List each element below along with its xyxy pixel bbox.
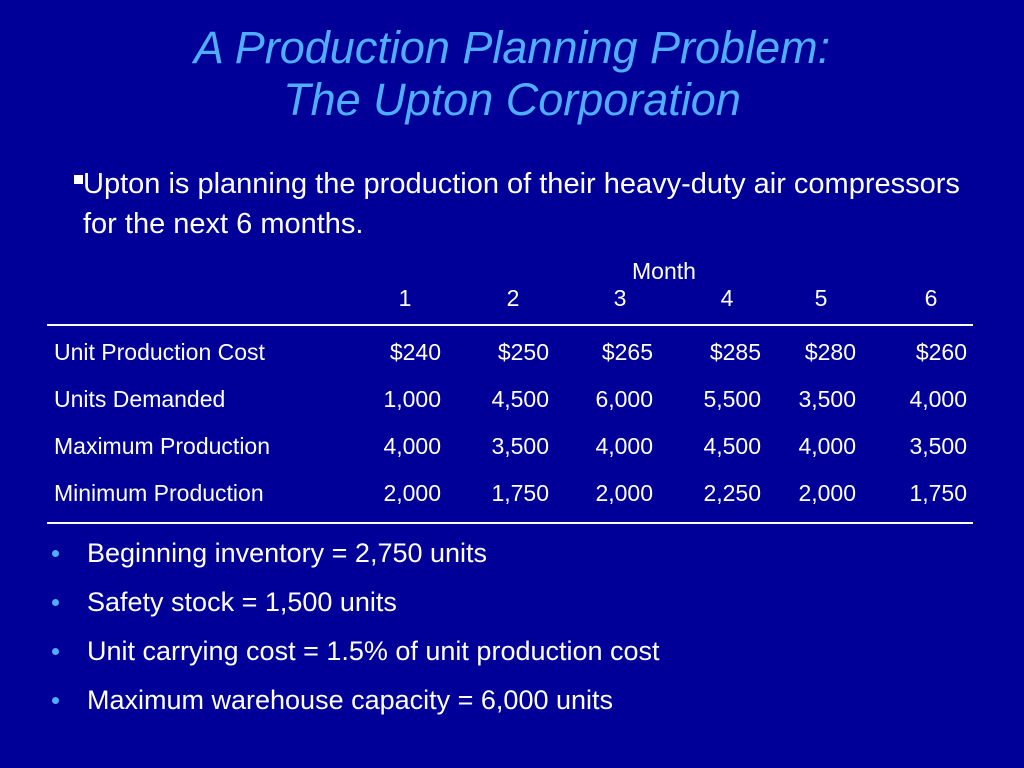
- table-cell: $240: [389, 339, 441, 365]
- title-line-1: A Production Planning Problem:: [193, 22, 831, 73]
- list-item-text: Safety stock = 1,500 units: [87, 587, 397, 617]
- column-header: 3: [613, 285, 627, 311]
- column-header: 5: [814, 285, 828, 311]
- round-bullet-icon: [52, 648, 59, 655]
- row-label: Units Demanded: [54, 386, 226, 412]
- table-row: [47, 377, 973, 424]
- table-body: [47, 326, 973, 522]
- table-cell: 3,500: [491, 433, 549, 459]
- table-row: [47, 471, 973, 518]
- month-header: Month: [632, 258, 696, 284]
- row-label: Unit Production Cost: [54, 339, 265, 365]
- table-cell: 3,500: [798, 386, 856, 412]
- column-header: 1: [398, 285, 412, 311]
- slide-title: [0, 22, 1024, 126]
- table-cell: $285: [709, 339, 761, 365]
- round-bullet-icon: [52, 550, 59, 557]
- table-cell: 2,250: [703, 480, 761, 506]
- column-header: 6: [924, 285, 938, 311]
- round-bullet-icon: [52, 599, 59, 606]
- column-header: 2: [506, 285, 520, 311]
- table-cell: $265: [601, 339, 653, 365]
- table-cell: 2,000: [798, 480, 856, 506]
- table-cell: 5,500: [703, 386, 761, 412]
- list-item: [48, 582, 988, 631]
- table-cell: 1,750: [909, 480, 967, 506]
- facts-list: [48, 533, 988, 729]
- table-cell: 4,000: [383, 433, 441, 459]
- table-cell: 2,000: [595, 480, 653, 506]
- table-cell: $250: [497, 339, 549, 365]
- list-item: [48, 533, 988, 582]
- table-cell: 4,000: [595, 433, 653, 459]
- table-cell: $280: [804, 339, 856, 365]
- column-header: 4: [720, 285, 734, 311]
- list-item: [48, 631, 988, 680]
- table-cell: 4,500: [491, 386, 549, 412]
- table-cell: $260: [915, 339, 967, 365]
- table-row: [47, 424, 973, 471]
- list-item-text: Beginning inventory = 2,750 units: [87, 538, 488, 568]
- table-bottom-rule: [47, 522, 973, 524]
- list-item: [48, 680, 988, 729]
- title-line-2: The Upton Corporation: [283, 74, 741, 125]
- production-table: [47, 284, 973, 524]
- list-item-text: Unit carrying cost = 1.5% of unit production cost: [87, 636, 660, 666]
- table-cell: 1,000: [383, 386, 441, 412]
- table-cell: 1,750: [491, 480, 549, 506]
- row-label: Minimum Production: [54, 480, 264, 506]
- table-cell: 4,000: [909, 386, 967, 412]
- table-row: [47, 330, 973, 377]
- intro-bullet: [48, 164, 988, 244]
- square-bullet-icon: [74, 175, 83, 184]
- table-cell: 2,000: [383, 480, 441, 506]
- table-cell: 6,000: [595, 386, 653, 412]
- table-column-headers: [47, 284, 973, 324]
- table-cell: 3,500: [909, 433, 967, 459]
- round-bullet-icon: [52, 697, 59, 704]
- list-item-text: Maximum warehouse capacity = 6,000 units: [87, 685, 614, 715]
- row-label: Maximum Production: [54, 433, 271, 459]
- intro-text: Upton is planning the production of their heavy-duty air compressors for the next 6 months.: [83, 168, 960, 240]
- table-cell: 4,500: [703, 433, 761, 459]
- table-cell: 4,000: [798, 433, 856, 459]
